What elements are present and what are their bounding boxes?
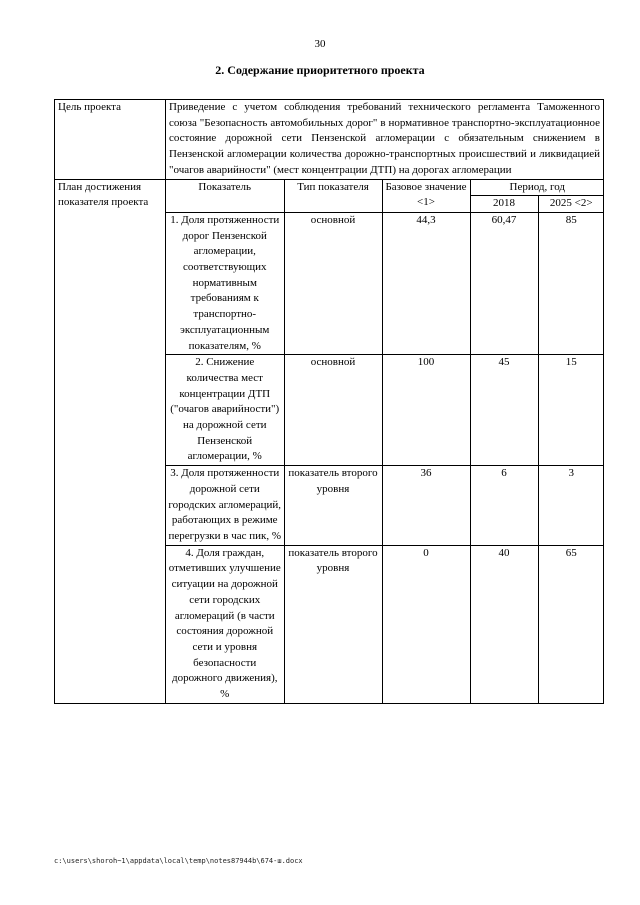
goal-row xyxy=(55,100,604,180)
goal-label: Цель проекта xyxy=(55,100,166,180)
indicator-name: 3. Доля протяженности дорожной сети городских агломераций, работающих в режиме перегрузки в час пик, % xyxy=(166,466,284,546)
indicator-value-2025: 15 xyxy=(538,355,604,466)
header-base: Базовое значение <1> xyxy=(382,180,470,213)
indicator-value-2018: 45 xyxy=(470,355,538,466)
indicator-name: 2. Снижение количества мест концентрации ДТП ("очагов аварийности") на дорожной сети Пензенской агломерации, % xyxy=(166,355,284,466)
indicator-value-2018: 60,47 xyxy=(470,212,538,354)
header-year-2025: 2025 <2> xyxy=(538,196,604,213)
indicator-type: показатель второго уровня xyxy=(284,466,382,546)
goal-text: Приведение с учетом соблюдения требований технического регламента Таможенного союза "Безопасность автомобильных дорог" в нормативное транспортно-эксплуатационное состояние дорожной сети Пензенской агломерации с обязательным снижением в Пензенской агломерации количества дорожно-транспортных происшествий и ликвидацией "очагов аварийности" (мест концентрации ДТП) на дорогах агломерации xyxy=(166,100,604,180)
footer-file-path: c:\users\shoroh~1\appdata\local\temp\notes87944b\674-ш.docx xyxy=(54,857,303,865)
indicators-header-row xyxy=(166,180,604,196)
header-period: Период, год xyxy=(470,180,604,196)
indicator-base-value: 36 xyxy=(382,466,470,546)
indicator-base-value: 0 xyxy=(382,545,470,703)
indicator-base-value: 44,3 xyxy=(382,212,470,354)
indicator-type: основной xyxy=(284,212,382,354)
indicator-value-2018: 40 xyxy=(470,545,538,703)
plan-cell xyxy=(166,179,604,703)
indicator-value-2025: 85 xyxy=(538,212,604,354)
indicator-row xyxy=(166,355,604,466)
indicator-type: показатель второго уровня xyxy=(284,545,382,703)
indicator-type: основной xyxy=(284,355,382,466)
indicator-name: 4. Доля граждан, отметивших улучшение ситуации на дорожной сети городских агломераций (в части состояния дорожной сети и уровня безопасности дорожного движения), % xyxy=(166,545,284,703)
indicator-value-2018: 6 xyxy=(470,466,538,546)
indicator-row xyxy=(166,212,604,354)
indicator-base-value: 100 xyxy=(382,355,470,466)
plan-label: План достижения показателя проекта xyxy=(55,179,166,703)
header-year-2018: 2018 xyxy=(470,196,538,213)
indicator-name: 1. Доля протяженности дорог Пензенской агломерации, соответствующих нормативным требованиям к транспортно-эксплуатационным показателям, % xyxy=(166,212,284,354)
page-number: 30 xyxy=(314,38,326,50)
indicator-row xyxy=(166,466,604,546)
indicators-table xyxy=(166,180,604,703)
indicator-row xyxy=(166,545,604,703)
header-type: Тип показателя xyxy=(284,180,382,213)
header-indicator: Показатель xyxy=(166,180,284,213)
project-content-table xyxy=(54,99,604,704)
indicator-value-2025: 3 xyxy=(538,466,604,546)
section-title: 2. Содержание приоритетного проекта xyxy=(215,63,425,77)
plan-row xyxy=(55,179,604,703)
indicator-value-2025: 65 xyxy=(538,545,604,703)
